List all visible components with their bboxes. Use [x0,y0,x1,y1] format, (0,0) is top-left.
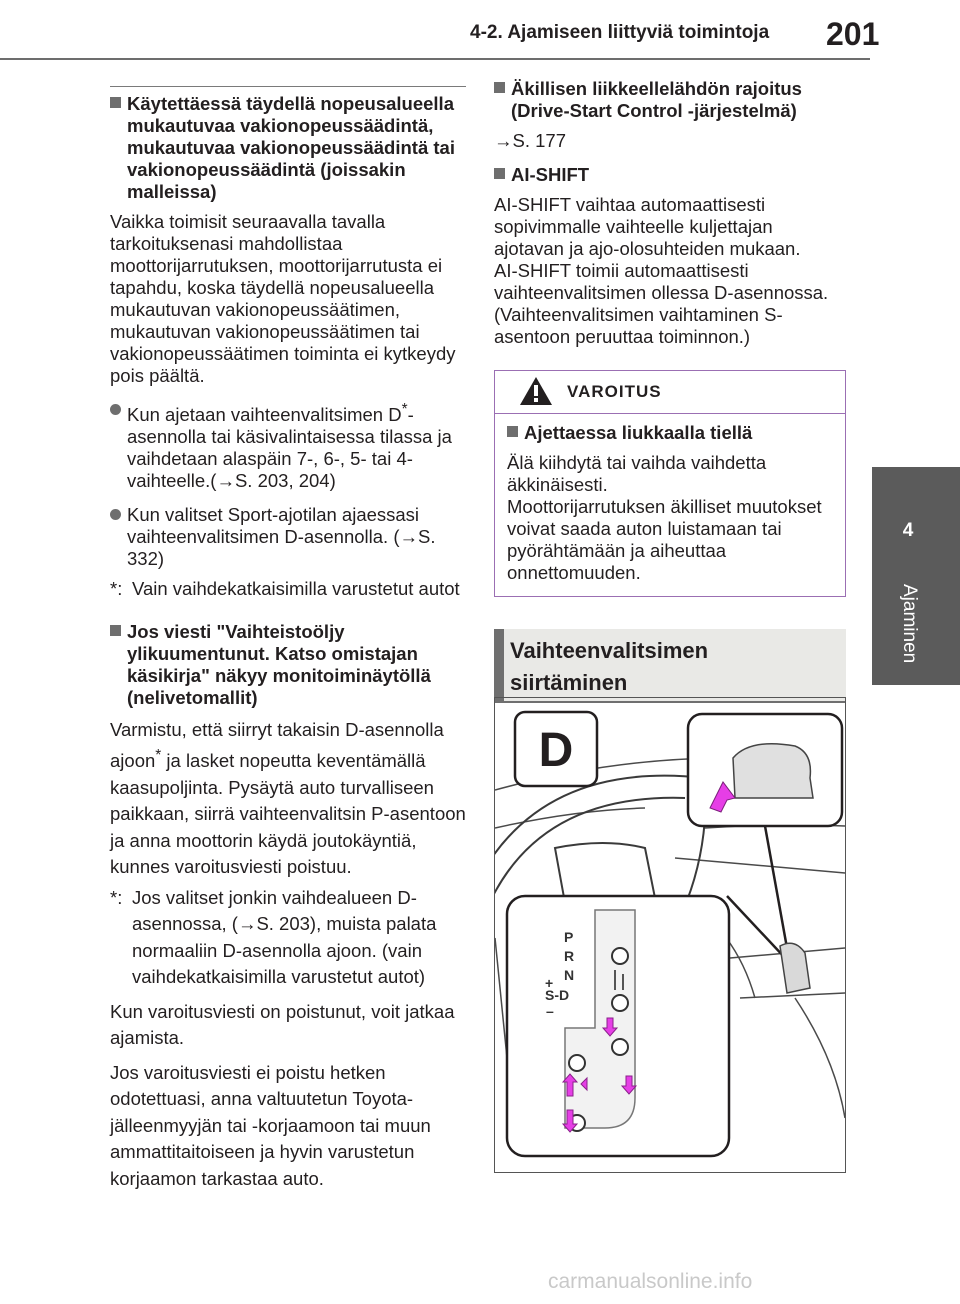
right-column [494,74,846,703]
d-badge-label: D [538,724,574,777]
paragraph-engine-brake: Vaikka toimisit seuraavalla tavalla tarkoituksenasi mahdollistaa moottorijarrutuksen, moottorijarrutusta ei tapahdu, koska täydellä nopeusalueella mukautuvan vakionopeussäätimen, mukautuvan vakionopeussäätimen tai vakionopeussäätimen toiminta ei kytkeydy pois päältä. [110,211,456,386]
gate-label-r: R [564,948,575,964]
paragraph-ai-shift-1: AI-SHIFT vaihtaa automaattisesti sopivimmalle vaihteelle kuljettajan ajotavan ja ajo-olosuhteiden mukaan. [494,194,801,259]
chapter-label: Ajaminen [899,584,920,664]
warning-heading: Ajettaessa liukkaalla tiellä [507,422,833,444]
left-column [110,86,466,1192]
page-ref-arrow-icon: → [399,526,418,548]
heading-drive-start-control: Äkillisen liikkeellelähdön rajoitus (Drive-Start Control -järjestelmä) [494,78,846,122]
header-rule [0,58,870,60]
footnote-paddle-shift: *: Vain vaihdekatkaisimilla varustetut autot [110,578,460,600]
shift-lever-drawing [495,698,845,1172]
page-ref-177: →S. 177 [494,130,566,151]
shift-knob-icon [733,744,813,798]
heading-oil-overheat: Jos viesti "Vaihteistoöljy ylikuumentunut. Katso omistajan käsikirja" näkyy monitoiminäytöllä (nelivetomallit) [110,621,466,709]
gate-label-n: N [564,967,575,983]
section-header: 4-2. Ajamiseen liittyviä toimintoja [470,22,770,43]
watermark: carmanualsonline.info [548,1270,753,1293]
square-bullet-icon [110,625,121,636]
section-heading-bar [494,629,504,701]
paragraph-ai-shift-2: AI-SHIFT toimii automaattisesti vaihteenvalitsimen ollessa D-asennossa. (Vaihteenvalitsimen vaihtaminen S-asentoon peruuttaa toiminnon.) [494,260,829,347]
paragraph-oil-overheat: Varmistu, että siirryt takaisin D-asennolla ajoon* ja lasket nopeutta keventämällä kaasupoljinta. Pysäytä auto turvalliseen paikkaan, siirrä vaihteenvalitsin P-asentoon ja anna moottorin käydä joutokäyntiä, kunnes varoitusviesti poistuu. [110,718,466,878]
warning-triangle-icon [519,376,553,406]
square-bullet-icon [110,97,121,108]
heading-full-speed-cruise: Käytettäessä täydellä nopeusalueella mukautuvaa vakionopeussäädintä, mukautuvaa vakionopeussäädintä tai vakionopeussäädintä (joissakin malleissa) [110,93,466,203]
page-ref-arrow-icon: → [494,130,513,151]
paragraph-continue-driving: Kun varoitusviesti on poistunut, voit jatkaa ajamista. [110,1000,455,1049]
page-number: 201 [826,16,880,52]
square-bullet-icon [494,82,505,93]
section-heading-block [494,629,846,703]
page-ref-arrow-icon: → [216,470,235,492]
warning-header [495,371,845,414]
round-bullet-icon [110,404,121,415]
heading-ai-shift: AI-SHIFT [494,164,846,186]
leader-line [765,826,787,948]
warning-paragraph-2: Moottorijarrutuksen äkilliset muutokset voivat saada auton luistamaan tai pyörähtämään ja aiheuttaa onnettomuuden. [507,496,822,583]
gate-label-p: P [564,929,574,945]
warning-paragraph-1: Älä kiihdytä tai vaihda vaihdetta äkkinäisesti. [507,452,767,495]
gate-label-minus: – [546,1003,554,1019]
footnote-return-d: *: Jos valitset jonkin vaihdealueen D-asennossa, (→S. 203), muista palata normaaliin D-asennolla ajoon. (vain vaihdekatkaisimilla varustetut autot) [110,886,437,988]
column-rule [110,86,466,87]
round-bullet-icon [110,509,121,520]
bullet-sport-mode: Kun valitset Sport-ajotilan ajaessasi vaihteenvalitsimen D-asennolla. (→S. 332) [110,504,466,570]
warning-label: VAROITUS [567,382,662,401]
section-title: Vaihteenvalitsimen siirtäminen [510,638,709,695]
shift-lever-illustration [494,697,846,1173]
leader-line [727,896,787,960]
warning-box [494,370,846,597]
square-bullet-icon [494,168,505,179]
chapter-number: 4 [902,520,914,541]
warning-body [495,414,845,596]
paragraph-inspection: Jos varoitusviesti ei poistu hetken odotettuasi, anna valtuutetun Toyota-jälleenmyyjän tai -korjaamoon tai muun ammattitaitoiseen ja hyvin varustetun korjaamon tarkastaa auto. [110,1061,431,1189]
gate-label-plus: + [545,975,554,991]
bullet-downshift: Kun ajetaan vaihteenvalitsimen D*-asennolla tai käsivalintaisessa tilassa ja vaihdetaan alaspäin 7-, 6-, 5- tai 4-vaihteelle.(→S. 203, 204) [110,399,466,492]
gate-label-s-d: S-D [545,987,570,1003]
square-bullet-icon [507,426,518,437]
page-ref-arrow-icon: → [237,913,257,935]
